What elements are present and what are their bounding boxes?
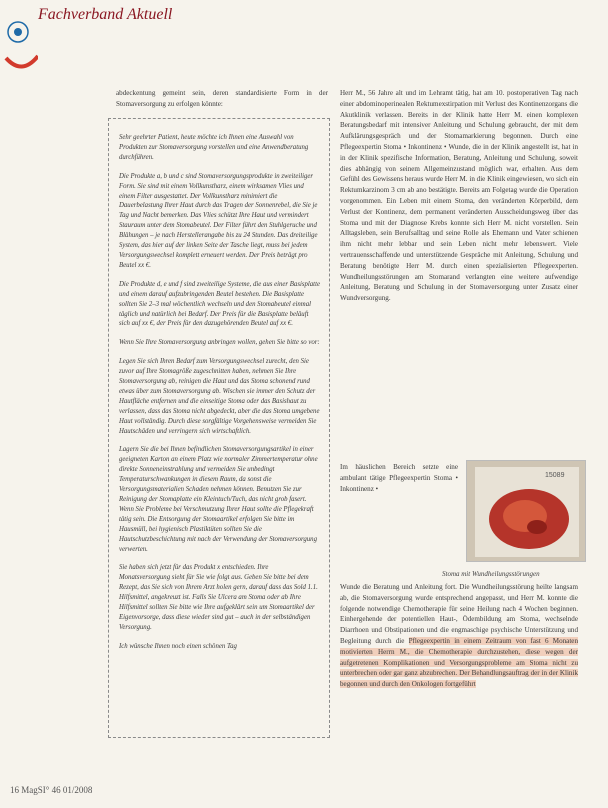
box-paragraph: Legen Sie sich Ihren Bedarf zum Versorgungswechsel zurecht, den Sie zuvor auf Ihre Stomagröße zugeschnitten haben, nehmen Sie Ihre Stomaversorgung ab, reinigen die Haut und das Stoma schonend rund etwas über zum Stomaversorgung ab. Wischen sie immer den Schutz der Hautfläche entfernen und die einseitige Stoma oder das Basishaut zu verlassen, dass das Stoma nicht abgedeckt, aber die das Stoma umgebene Haut vollständig. Durch diese sorgfältige Vorgehensweise vermeiden Sie Hautschäden und verringern sich wirtschaftlich. bbox=[119, 358, 320, 435]
article-text-continued bbox=[340, 582, 578, 690]
left-column bbox=[116, 88, 328, 110]
box-paragraph: Die Produkte d, e und f sind zweiteilige Systeme, die aus einer Basisplatte und einem darauf aufzubringenden Beutel bestehen. Die Basisplatte sollten Sie 2–3 mal wöchentlich wechseln und den Stomabeutel einmal täglich und natürlich bei Bedarf. Der Preis für die Basisplatte beläuft sich auf xx €, der Preis für den dazugehörenden Beutel auf xx €. bbox=[119, 280, 320, 328]
article-text-wrap: Im häuslichen Bereich setzte eine ambulant tätige Pflegeexpertin Stoma • Inkontinenz • bbox=[340, 463, 458, 493]
wrap-text-block bbox=[340, 462, 458, 494]
box-paragraph: Sehr geehrter Patient, heute möchte ich Ihnen eine Auswahl von Produkten zur Stomaversorgung vorstellen und eine Anwendberatung durchführen. bbox=[119, 134, 309, 161]
intro-text: abdeckentung gemeint sein, deren standardisierte Form in der Stomaversorgung zu erfolgen könnte: bbox=[116, 89, 328, 108]
article-text-part: Wunde die Beratung und Anleitung fort. Die Wundheilungsstörung heilte langsam ab, die Stomaversorgung wurde entsprechend angepasst, und Herr M. konnte die folgende notwendige Chemotherapie für seine Heilung nach 4 Wochen beginnen. Einhergehende der potentiellen Haut-, Ödembildung am Stoma, wechselnde Diarrhoen und Obstipationen und die engmaschige psychische Unterstützung und Begleitung durch die bbox=[340, 583, 578, 645]
box-paragraph: Wenn Sie Ihre Stomaversorgung anbringen wollen, gehen Sie bitte so vor: bbox=[119, 339, 320, 347]
page-footer: 16 MagSI° 46 01/2008 bbox=[10, 785, 93, 795]
box-paragraph: Lagern Sie die bei Ihnen befindlichen Stomaversorgungsartikel in einer geeigneten Karton an einem Platz wie normaler Zimmertemperatur ohne direkte Sonneneinstrahlung und vermeiden Sie unbedingt Temperaturschwankungen in diesem Raum, da sonst die Versorgungsmaterialien Schaden nehmen können. Benutzen Sie zur Reinigung der Stomaplatte ein Kleintuch/Tuch, das nicht grob fasert. Wenn Sie Probleme bei Verschmutzung Ihrer Haut sollte die Pflegekraft tätig sein. Die Entsorgung der Stomaartikel erfolgen Sie bitte im Hausmüll, bei hygienisch Plastiktüten sollten Sie die Hautschutzbeschichtung mit nach der Verwendung der Stomaversorgung verwerten. bbox=[119, 446, 318, 553]
fachverband-logo-icon bbox=[4, 18, 38, 78]
article-text: Herr M., 56 Jahre alt und im Lehramt tätig, hat am 10. postoperativen Tag nach einer abdominoperinealen Rektumexstirpation mit Verlust des Kontinenzorgans die Akutklinik verlassen. Bereits in der Klinik hatte Herr M. einen komplexen Beratungsbedarf mit intensiver Anleitung und Schulung gebraucht, der mit dem Aufklärungsgespräch und der Stomamarkierung begonnen. Durch eine Pflegeexpertin Stoma • Inkontinenz • Wunde, die in der Klinik angestellt ist, hat in in der Klinik spezifische Information, Beratung, Anleitung und Schulung, soweit dies abhängig von seinem Allgemeinzustand möglich war, erhalten. Aus dem Gefühl des Gewissens heraus wurde Herr M. in die Klinik eingewiesen, wo sich ein Rektumkarzinom 3 cm ab ano bestätigte. Bereits am Folgetag wurde die Operation vorgenommen. Ein Leben mit einem Stoma, den veränderten Körperbild, dem Verlust der Kontinenz, dem permanent veränderten Ausscheidungsweg über das Stoma und mit der Diagnose Krebs konnte sich Herr M. nicht vorstellen. Sein Alltagsleben, sein Berufsalltag und seine Rolle als Ehemann und Vater schienen ihm nicht mehr lebbar und sein Leben nicht mehr lebenswert. Viele vertrauensschaffende und unterstützende Gespräche mit Anleitung, Schulung und Beratung benötigte Herr M. durch einen spezialisierten Pflegeexperten. Wundheilungsstörungen am Stomarand verlangten eine weitere aufwendige Anleitung, Beratung und Schulung in der Stomaversorgung unter Zusatz einer Wundversorgung. bbox=[340, 89, 578, 303]
wound-photo bbox=[466, 460, 586, 562]
photo-image bbox=[467, 461, 585, 561]
page-header bbox=[0, 0, 608, 80]
right-column bbox=[340, 88, 578, 304]
photo-stamp: 15089 bbox=[545, 472, 565, 479]
highlighted-text: Pflegeexpertin in einem Zeitraum von fast 6 Monaten motivierten Herrn M., die Chemotherapie durchzustehen, diese wegen der aufgetretenen Komplikationen und Versorgungsprobleme am Stoma nicht zu unterbrechen oder gar ganz abzubrechen. Der Behandlungsauftrag der in der Klinik begonnen und durch den Onkologen fortgeführt bbox=[340, 636, 578, 689]
box-paragraph: Die Produkte a, b und c sind Stomaversorgungsprodukte in zweiteiliger Form. Sie sind mit einem Vollkunstharz, einem wirksamen Vlies und einem Filter ausgestattet. Der Vollkunstharz minimiert die Dauerbelastung Ihrer Haut durch das Tragen der Sonnenrebel, die Sie je Tag und Nacht bemerken. Das Vlies schützt Ihre Haut und vermindert Stauraum unter dem Stomabeutel. Der Filter führt den Stuhlgeruche und Blähungen – je nach Herstellerangabe bis zu 24 Stunden. Das dreiteilige System, das hier auf der linken Seite der Tasche liegt, muss bei jedem Versorgungswechsel komplett erneuert werden. Der Preis beträgt pro Beutel xx €. bbox=[119, 172, 318, 269]
section-title: Fachverband Aktuell bbox=[38, 6, 173, 23]
box-paragraph: Ich wünsche Ihnen noch einen schönen Tag bbox=[119, 642, 237, 650]
right-column-continued bbox=[340, 582, 578, 690]
info-box bbox=[108, 118, 330, 738]
photo-caption: Stoma mit Wundheilungsstörungen bbox=[442, 570, 540, 578]
box-paragraph: Sie haben sich jetzt für das Produkt x entschieden. Ihre Monatsversorgung sieht für Sie wie folgt aus. Geben Sie bitte bei dem Rezept, das Sie sich von Ihrem Arzt holen gern, darauf dass das Sold 1.1. Hilfsmittel, angekreuzt ist. Falls Sie Ulcera am Stoma oder ab Ihre Hilfsmittel sollten Sie bitte wie Ihre aufgeklärt sein um Stomaartikel der Eigenvorsorge, dass diese wieder sind gut – auch in der selbständigen Versorgung. bbox=[119, 564, 318, 631]
